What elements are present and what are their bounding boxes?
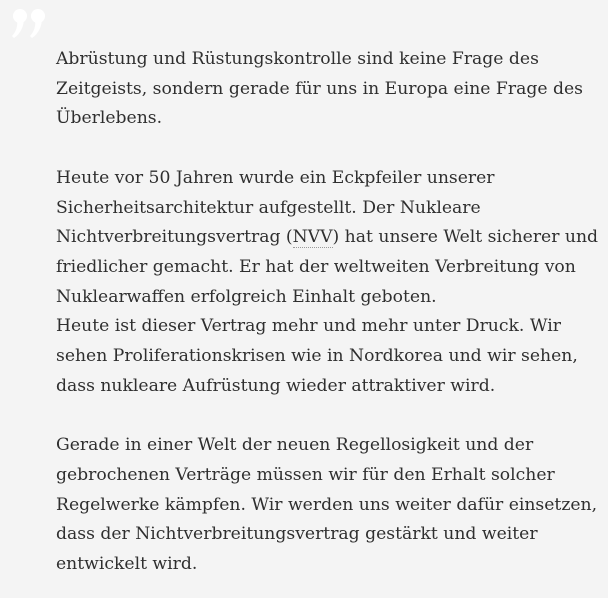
text-line: Abrüstung und Rüstungskontrolle sind keine Frage des: [56, 49, 539, 69]
text-line: dass der Nichtverbreitungsvertrag gestärkt und weiter: [56, 524, 538, 545]
text-line: sehen Proliferationskrisen wie in Nordkorea und wir sehen,: [56, 346, 578, 367]
quote-paragraph-2: [56, 164, 599, 402]
text-line: Sicherheitsarchitektur aufgestellt. Der Nukleare: [56, 197, 481, 218]
quote-text: [56, 45, 599, 580]
text-line: Regelwerke kämpfen. Wir werden uns weiter dafür einsetzen,: [56, 494, 598, 515]
nvv-abbreviation[interactable]: NVV: [292, 227, 333, 248]
text-line: Heute vor 50 Jahren wurde ein Eckpfeiler unserer: [56, 167, 495, 188]
text-line: Nuklearwaffen erfolgreich Einhalt geboten.: [56, 286, 437, 307]
text-fragment: ) hat unsere Welt sicherer und: [332, 227, 599, 248]
text-line: entwickelt wird.: [56, 553, 198, 574]
quotation-mark-icon: [11, 4, 51, 40]
text-line: dass nukleare Aufrüstung wieder attraktiver wird.: [56, 375, 496, 396]
quote-paragraph-1: [56, 45, 596, 134]
text-line: Überlebens.: [56, 108, 163, 129]
quote-paragraph-3: [56, 431, 596, 580]
text-fragment: Nichtverbreitungsvertrag (: [56, 227, 293, 248]
text-line: Heute ist dieser Vertrag mehr und mehr unter Druck. Wir: [56, 316, 561, 337]
text-line: Zeitgeists, sondern gerade für uns in Europa eine Frage des: [56, 78, 583, 99]
text-line: gebrochenen Verträge müssen wir für den Erhalt solcher: [56, 464, 555, 485]
text-line-with-abbreviation: [56, 223, 599, 253]
text-line: Gerade in einer Welt der neuen Regellosigkeit und der: [56, 435, 534, 456]
text-line: friedlicher gemacht. Er hat der weltweiten Verbreitung von: [56, 256, 576, 277]
